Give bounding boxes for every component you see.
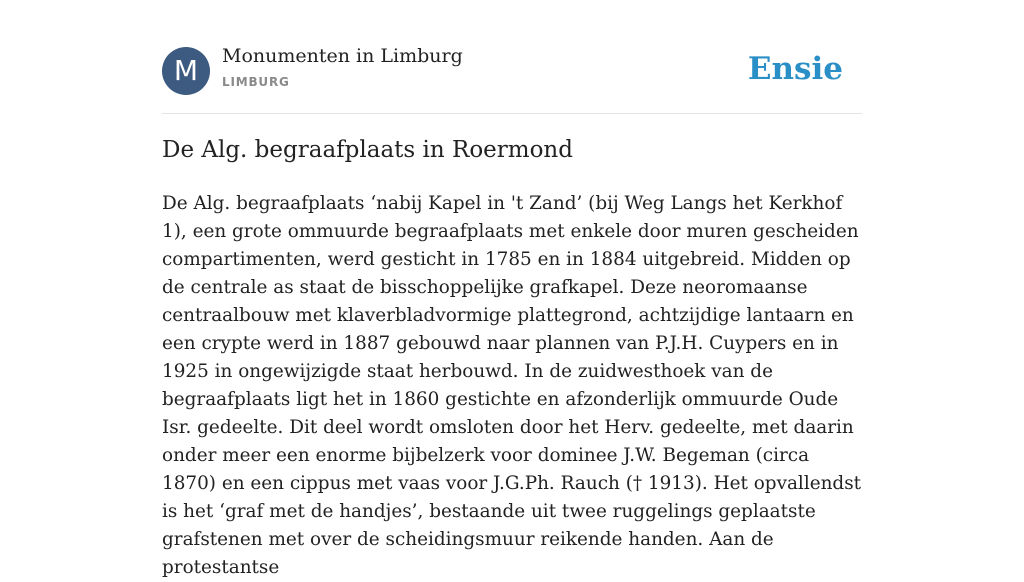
article-title: De Alg. begraafplaats in Roermond bbox=[162, 137, 573, 163]
brand-logo[interactable]: Ensie bbox=[747, 51, 843, 87]
site-subtitle[interactable]: LIMBURG bbox=[222, 75, 290, 89]
header bbox=[162, 0, 862, 114]
avatar[interactable]: M bbox=[162, 47, 210, 95]
page-container bbox=[162, 0, 862, 578]
article-body: De Alg. begraafplaats ‘nabij Kapel in 't Zand’ (bij Weg Langs het Kerkhof 1), een grote ommuurde begraafplaats met enkele door muren gescheiden compartimenten, werd gesticht in 1785 en in 1884 uitgebreid. Midden op de centrale as staat de bisschoppelijke grafkapel. Deze neoromaanse centraalbouw met klaverbladvormige plattegrond, achtzijdige lantaarn en een crypte werd in 1887 gebouwd naar plannen van P.J.H. Cuypers en in 1925 in ongewijzigde staat herbouwd. In de zuidwesthoek van de begraafplaats ligt het in 1860 gestichte en afzonderlijk ommuurde Oude Isr. gedeelte. Dit deel wordt omsloten door het Herv. gedeelte, met daarin onder meer een enorme bijbelzerk voor dominee J.W. Begeman (circa 1870) en een cippus met vaas voor J.G.Ph. Rauch († 1913). Het opvallendst is het ‘graf met de handjes’, bestaande uit twee ruggelings geplaatste grafstenen met over de scheidingsmuur reikende handen. Aan de protestantse bbox=[162, 193, 862, 578]
site-title[interactable]: Monumenten in Limburg bbox=[222, 45, 463, 67]
